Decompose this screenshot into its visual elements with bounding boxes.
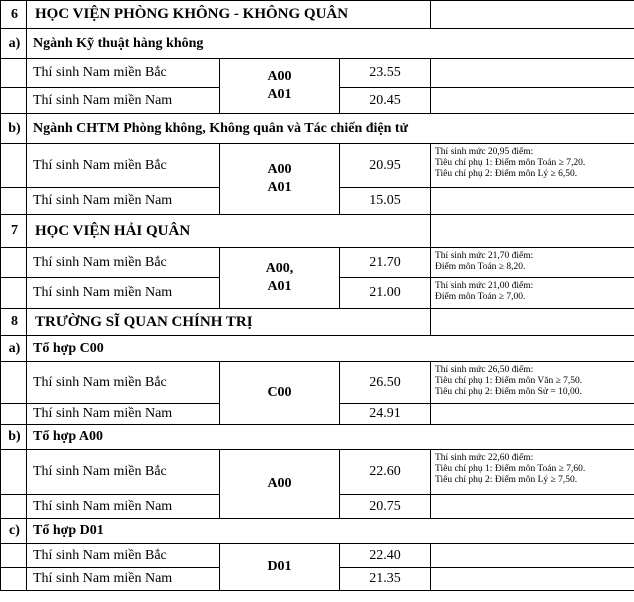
cutoff-score: 15.05 bbox=[340, 188, 431, 215]
candidate-group: Thí sinh Nam miền Bắc bbox=[27, 248, 220, 278]
note-cell bbox=[431, 215, 634, 248]
index-cell bbox=[1, 59, 27, 88]
tiebreak-note bbox=[431, 450, 634, 495]
note-line: Thí sinh mức 21,00 điểm: bbox=[435, 281, 534, 291]
index-cell bbox=[1, 450, 27, 495]
section-row bbox=[1, 1, 634, 29]
candidate-group: Thí sinh Nam miền Nam bbox=[27, 404, 220, 425]
subsection-label: b) bbox=[1, 114, 27, 144]
subsection-label: a) bbox=[1, 29, 27, 59]
note-cell bbox=[431, 568, 634, 591]
index-cell bbox=[1, 88, 27, 114]
subsection-label: a) bbox=[1, 336, 27, 362]
subsection-row bbox=[1, 114, 634, 144]
section-title: HỌC VIỆN PHÒNG KHÔNG - KHÔNG QUÂN bbox=[27, 1, 431, 29]
cutoff-score: 23.55 bbox=[340, 59, 431, 88]
subsection-title: Tổ hợp A00 bbox=[27, 425, 634, 450]
candidate-group: Thí sinh Nam miền Bắc bbox=[27, 450, 220, 495]
note-line: Tiêu chí phụ 2: Điểm môn Lý ≥ 6,50. bbox=[435, 169, 578, 179]
candidate-group: Thí sinh Nam miền Nam bbox=[27, 188, 220, 215]
cutoff-score: 21.35 bbox=[340, 568, 431, 591]
candidate-group: Thí sinh Nam miền Nam bbox=[27, 568, 220, 591]
note-line: Thí sinh mức 20,95 điểm: bbox=[435, 147, 534, 157]
section-index: 8 bbox=[1, 309, 27, 336]
note-cell bbox=[431, 1, 634, 29]
index-cell bbox=[1, 568, 27, 591]
section-index: 7 bbox=[1, 215, 27, 248]
index-cell bbox=[1, 404, 27, 425]
index-cell bbox=[1, 495, 27, 519]
note-line: Tiêu chí phụ 2: Điểm môn Sử = 10,00. bbox=[435, 387, 582, 397]
subsection-title: Ngành Kỹ thuật hàng không bbox=[27, 29, 634, 59]
subject-combo bbox=[220, 59, 340, 114]
table-row bbox=[1, 450, 634, 495]
note-line: Tiêu chí phụ 1: Điểm môn Toán ≥ 7,20. bbox=[435, 158, 586, 168]
subject-combo bbox=[220, 248, 340, 309]
subsection-title: Tổ hợp D01 bbox=[27, 519, 634, 544]
table-row bbox=[1, 144, 634, 188]
cutoff-score: 20.45 bbox=[340, 88, 431, 114]
section-title: HỌC VIỆN HẢI QUÂN bbox=[27, 215, 431, 248]
combo-line: A01 bbox=[267, 180, 292, 195]
tiebreak-note bbox=[431, 144, 634, 188]
note-line: Thí sinh mức 26,50 điểm: bbox=[435, 365, 534, 375]
note-line: Điểm môn Toán ≥ 7,00. bbox=[435, 292, 526, 302]
note-cell bbox=[431, 188, 634, 215]
note-cell bbox=[431, 88, 634, 114]
table-row bbox=[1, 59, 634, 88]
candidate-group: Thí sinh Nam miền Nam bbox=[27, 495, 220, 519]
cutoff-score: 24.91 bbox=[340, 404, 431, 425]
subject-combo bbox=[220, 144, 340, 215]
note-line: Thí sinh mức 21,70 điểm: bbox=[435, 251, 534, 261]
table-row bbox=[1, 248, 634, 278]
candidate-group: Thí sinh Nam miền Bắc bbox=[27, 544, 220, 568]
cutoff-score: 22.40 bbox=[340, 544, 431, 568]
index-cell bbox=[1, 248, 27, 278]
tiebreak-note bbox=[431, 362, 634, 404]
note-cell bbox=[431, 309, 634, 336]
index-cell bbox=[1, 144, 27, 188]
subsection-title: Ngành CHTM Phòng không, Không quân và Tác chiến điện tử bbox=[27, 114, 634, 144]
section-title: TRƯỜNG SĨ QUAN CHÍNH TRỊ bbox=[27, 309, 431, 336]
note-cell bbox=[431, 59, 634, 88]
section-index: 6 bbox=[1, 1, 27, 29]
subject-combo: C00 bbox=[220, 362, 340, 425]
combo-line: A01 bbox=[267, 87, 292, 102]
section-row bbox=[1, 309, 634, 336]
section-row bbox=[1, 215, 634, 248]
subsection-label: b) bbox=[1, 425, 27, 450]
note-line: Điểm môn Toán ≥ 8,20. bbox=[435, 262, 526, 272]
cutoff-score: 21.00 bbox=[340, 278, 431, 309]
cutoff-score: 20.95 bbox=[340, 144, 431, 188]
note-line: Tiêu chí phụ 1: Điểm môn Toán ≥ 7,60. bbox=[435, 464, 586, 474]
tiebreak-note bbox=[431, 248, 634, 278]
note-line: Tiêu chí phụ 2: Điểm môn Lý ≥ 7,50. bbox=[435, 475, 578, 485]
candidate-group: Thí sinh Nam miền Bắc bbox=[27, 59, 220, 88]
note-line: Thí sinh mức 22,60 điểm: bbox=[435, 453, 534, 463]
cutoff-score: 21.70 bbox=[340, 248, 431, 278]
combo-line: A00 bbox=[267, 69, 292, 84]
table-row bbox=[1, 544, 634, 568]
note-cell bbox=[431, 544, 634, 568]
subsection-row bbox=[1, 29, 634, 59]
subsection-row bbox=[1, 336, 634, 362]
index-cell bbox=[1, 188, 27, 215]
candidate-group: Thí sinh Nam miền Nam bbox=[27, 88, 220, 114]
index-cell bbox=[1, 362, 27, 404]
combo-line: A01 bbox=[267, 279, 292, 294]
combo-line: A00, bbox=[265, 261, 294, 276]
subsection-row bbox=[1, 519, 634, 544]
note-cell bbox=[431, 404, 634, 425]
subsection-label: c) bbox=[1, 519, 27, 544]
candidate-group: Thí sinh Nam miền Bắc bbox=[27, 362, 220, 404]
cutoff-score: 22.60 bbox=[340, 450, 431, 495]
candidate-group: Thí sinh Nam miền Bắc bbox=[27, 144, 220, 188]
tiebreak-note bbox=[431, 278, 634, 309]
subject-combo: D01 bbox=[220, 544, 340, 591]
subject-combo: A00 bbox=[220, 450, 340, 519]
cutoff-score: 20.75 bbox=[340, 495, 431, 519]
subsection-title: Tổ hợp C00 bbox=[27, 336, 634, 362]
table-row bbox=[1, 362, 634, 404]
index-cell bbox=[1, 278, 27, 309]
subsection-row bbox=[1, 425, 634, 450]
index-cell bbox=[1, 544, 27, 568]
note-cell bbox=[431, 495, 634, 519]
cutoff-score: 26.50 bbox=[340, 362, 431, 404]
combo-line: A00 bbox=[267, 162, 292, 177]
candidate-group: Thí sinh Nam miền Nam bbox=[27, 278, 220, 309]
note-line: Tiêu chí phụ 1: Điểm môn Văn ≥ 7,50. bbox=[435, 376, 583, 386]
